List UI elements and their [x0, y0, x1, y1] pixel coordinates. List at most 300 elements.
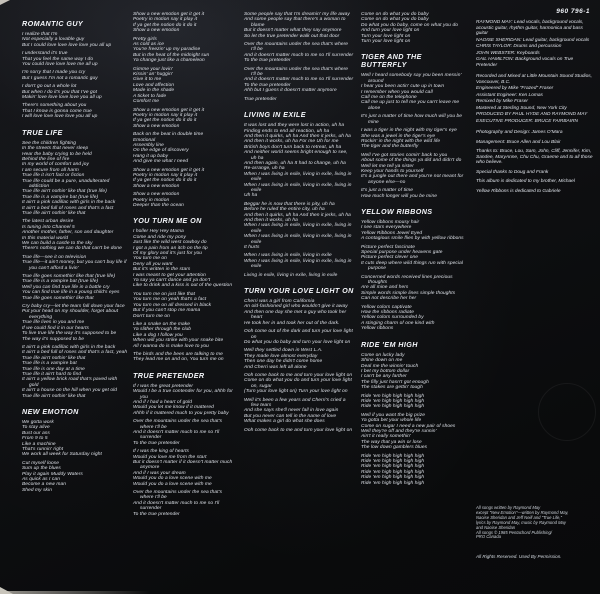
lyric-line: To live true life the way it's supposed to be	[22, 331, 117, 337]
lyric-line: (Turn your love light on) Turn your love light on	[244, 389, 348, 395]
lyric-line: If we could find it in our hearts	[22, 325, 90, 331]
credits-production	[476, 74, 593, 124]
lyric-line: To the true pretender	[244, 58, 291, 64]
lyric-line: A contagious smile flies by with yellow ribbons	[361, 236, 464, 242]
credit-paragraph: Remixed by Mike Fraser	[476, 99, 528, 104]
song-title: TIGER AND THE BUTTERFLY	[361, 52, 422, 70]
lyric-line: Before he ruled the entire city, uh ha	[244, 207, 325, 213]
lyric-line: If ya get the notion do it do it	[133, 22, 197, 28]
lyric-line: Some people say that I'm dreamin' my life away	[244, 12, 350, 17]
lyric-line: And then again, uh ha It had to change, uh ha	[244, 160, 346, 166]
lyric-line: True life ain't nothin' like that	[22, 210, 86, 216]
lyric-line: Like a dog I follow you	[133, 332, 183, 338]
song-title: YELLOW RIBBONS	[361, 206, 433, 216]
lyric-line: Turn your love light on	[361, 39, 411, 45]
lyric-line: I got a pain from an itch on the tip	[133, 245, 208, 251]
lyric-line: When I was living in exile, living in exile, living in exile	[244, 234, 352, 245]
lyric-line: True life goes somethin' like that	[22, 295, 94, 301]
lyric-line: You're freezin' up my paradise	[133, 47, 201, 53]
lyric-line: Turn your love light on	[361, 33, 411, 39]
lyric-line: If ya get the notion do it do it	[133, 118, 197, 124]
lyric-line: But it doesn't matter if it doesn't matter much anymore	[133, 460, 233, 471]
credit-paragraph: EXECUTIVE PRODUCER: BRUCE FAIRBAIRN	[476, 118, 578, 124]
lyric-line: Emotional	[133, 137, 156, 143]
lyric-line: Would you let me know if it mattered	[133, 405, 214, 411]
lyric-line: Yellow colors captivate	[361, 304, 412, 310]
lyric-line: Ya change just like a chameleon	[133, 58, 205, 64]
lyric-line: But I guess I'm not a romantic guy	[22, 75, 98, 81]
lyric-line: Over the mountains under the sea that's where I'll be	[244, 42, 349, 53]
lyric-line: Yellow colors surrounded by	[361, 315, 424, 321]
credits-musicians	[476, 20, 593, 68]
credit-paragraph: Assistant Engineer: Ken Lomas	[476, 92, 543, 98]
lyric-line: It ain't a house on the hill when you get old	[22, 388, 118, 394]
lyric-line: That you feel the same way I do	[22, 56, 94, 62]
lyric-line: Well if you want the big prize	[361, 412, 425, 418]
lyric-line: Re-arrange, uh ha	[244, 166, 285, 172]
lyric-line: When I was living in exile, living in exile, living in exile	[244, 171, 352, 183]
lyric-line: True life is a vampire bat (true life)	[22, 279, 99, 285]
lyric-line: And then it quirks, uh ha And then it jerks, uh ha	[244, 133, 351, 139]
lyric-line: Hear the baby crying to be held	[22, 151, 92, 157]
lyric-line: Put your head on my shoulder, forget about everything	[22, 309, 119, 320]
credit-paragraph: Management: Bruce Allen and Lou Blair	[476, 139, 561, 145]
lyric-line: We can build a castle to the sky	[22, 241, 93, 246]
lyric-line: Yellow ribbons	[361, 326, 394, 332]
lyric-line: It hurts	[244, 245, 260, 251]
publishing-line: lyrics by Raymond May, music by Raymond May	[476, 519, 566, 525]
lyric-line: Come and ride my pony	[133, 234, 187, 240]
lyric-line: Bust our ass	[22, 430, 50, 436]
lyric-line: It ain't a pink cadillac with girls in the back	[22, 344, 116, 350]
lyric-line: It's just a matter of time	[361, 188, 414, 194]
lyric-line: True life is a vampire bat (true life)	[22, 194, 99, 200]
lyric-line: I understand it's true	[22, 51, 68, 57]
lyric-line: Can not describe her her	[361, 296, 417, 302]
song-title: TRUE PRETENDER	[133, 370, 205, 380]
lyric-line: Beggar he is now that there is pity, uh ha	[244, 201, 335, 207]
lyric-line: But in the heat of the midnight sun	[133, 52, 210, 58]
song-title: TRUE LIFE	[22, 127, 63, 137]
lyric-line: Yellow ribbons mousy hair	[361, 219, 420, 225]
song-title: YOU TURN ME ON	[133, 216, 202, 226]
lyric-line: Finding ends to end all reaction, uh ha	[244, 128, 330, 134]
lyric-line: Gimme your lovin'	[133, 66, 173, 72]
lyric-line: Come on lucky lady	[361, 352, 405, 358]
song-title: TURN YOUR LOVE LIGHT ON	[244, 286, 354, 296]
lyric-line: Ooh come out of the dark and turn your love light on	[244, 329, 353, 340]
lyric-line: Cut myself loose	[22, 460, 60, 466]
lyric-line: As cold as ice	[133, 42, 164, 48]
lyric-line: Concerned words received lines precious thoughts	[361, 274, 453, 286]
lyric-line: Ya say ya can't dance and ya don't	[133, 278, 211, 284]
lyric-line: Well I heard somebody say you been messin' around	[361, 73, 462, 84]
lyric-line: Ooh come back to me and turn your love light on	[244, 427, 353, 433]
lyric-line: Poetry in motion say it play it	[133, 112, 198, 118]
lyric-line: I hear you been actin' cute up in town	[361, 84, 445, 90]
lyric-line: And if I had a heart of gold	[133, 399, 193, 405]
lyric-line: But when I do it's you that I've got	[22, 89, 98, 95]
credit-paragraph: PRODUCED BY PAUL HYDE AND RAYMOND MAY	[476, 112, 588, 117]
lyric-line: Ahh but I guess it doesn't matter anymore	[244, 88, 337, 94]
credit-paragraph: Yellow Ribbons is dedicated to Gabriele	[476, 188, 561, 194]
lyric-line: I see stars everywhere	[361, 225, 412, 231]
rights-notice: All Rights Reserved. Used By Permission.	[476, 554, 562, 559]
lyric-line: So let the true pretender walk out that door	[244, 33, 340, 39]
lyric-line: Show a new emotion	[133, 183, 180, 189]
lyric-line: Over the mountains under the sea that's where I'll be	[244, 66, 349, 78]
background-corner-top-left	[0, 0, 10, 5]
lyric-line: Keep your hands to yourself	[361, 168, 424, 174]
lyric-line: And it doesn't matter much to me so I'll surrender	[133, 430, 220, 441]
lyric-line: And if I was your dream	[133, 470, 186, 476]
publishing-line: except "New Emotion"—written by Raymond May,	[476, 509, 569, 515]
lyric-line: Ahhh if it mattered much to you pretty baby	[133, 410, 229, 416]
lyric-line: You turn me on all dressed in black	[133, 302, 212, 308]
lyric-line: True life it ain't hard to find	[22, 371, 82, 377]
lyric-line: Shine down on me	[361, 358, 403, 364]
lyric-line: If I was the king of hearts	[133, 449, 190, 455]
publishing-line: PRO Canada	[476, 534, 501, 540]
lyric-line: Call me on the telephone	[361, 95, 417, 101]
lyric-line: Well they're off and they're runnin'	[361, 428, 437, 434]
lyric-line: The filly just hasn't got enough	[361, 379, 429, 385]
publishing-line: All songs written by Raymond May	[476, 505, 541, 510]
lyric-line: True life is a vampire bat	[22, 361, 77, 367]
lyric-line: But it doesn't matter what they say anymore	[244, 28, 342, 34]
lyrics-column-3	[244, 12, 354, 433]
lyric-line: You turn me on just like that	[133, 291, 196, 297]
lyric-line: See the children fighting	[22, 140, 76, 146]
lyric-line: Don't turn me on	[133, 313, 170, 319]
lyric-line: When will you strike with your snake bite	[133, 338, 224, 344]
lyric-line: I was a tiger in the night with my tiger's eye	[361, 128, 457, 134]
lyric-line: Well let me tell ya sister	[361, 163, 414, 169]
lyric-line: If ya get the notion do it do it	[133, 178, 197, 184]
lyric-line: Another mother, father, son and daughter	[22, 230, 114, 236]
lyric-line: If I was the great pretender	[133, 383, 194, 389]
lyric-line: To the true pretender	[244, 82, 291, 88]
credit-paragraph: Special thanks to Doug and Frank	[476, 169, 549, 175]
publishing-line: All songs © 1985 Pentachord Publishing/	[476, 529, 552, 535]
lyric-line: You turn me on yeah that's a fact	[133, 297, 207, 303]
lyric-line: Well they settled down in West L.A.	[244, 348, 323, 354]
lyric-line: It ain't a bed full of roses and that's a fact	[22, 205, 114, 211]
lyric-line: Would you do a love scene with me	[133, 481, 212, 487]
lyric-line: And then it quirks, uh ha And then it jerks, uh ha	[244, 212, 351, 218]
lyric-line: True life ain't nothin' like that	[22, 393, 86, 399]
lyric-line: Of my glory and it's just for you	[133, 251, 202, 257]
lyric-line: Cherri was a girl from California	[244, 299, 315, 305]
lyric-line: To the true pretender	[133, 511, 180, 517]
credit-paragraph: NAOISE SHERIDAN: Lead guitar, background vocals	[476, 37, 590, 43]
lyric-line: True life—it ain't money, but you can't buy life if you can't afford a livin'	[22, 260, 127, 271]
lyric-line: On the edge of discovery	[133, 148, 189, 154]
lyric-line: Just like the wild west cowboy do	[133, 240, 207, 246]
credit-paragraph: Mastered at Sterling Sound, New York City	[476, 105, 567, 111]
lyric-line: Made in the shade	[133, 88, 175, 94]
lyric-line: The low down gamblers blues	[361, 445, 428, 451]
lyric-line: True pretender	[244, 96, 277, 102]
lyric-line: In this material world	[22, 235, 69, 241]
lyric-line: Then one day he didn't come home	[244, 359, 323, 365]
lyric-line: Ride 'em high high high high	[361, 459, 425, 464]
lyric-line: It ain't a bed full of roses and that's a fact, yeah	[22, 350, 128, 356]
lyric-line: Do what you do baby and turn your love light on	[244, 339, 351, 345]
lyric-line: And it doesn't matter much to me so I'll surrender	[244, 52, 354, 58]
lyric-line: But you never can tell in the name of love	[244, 413, 337, 419]
lyric-line: Ride 'em high high high high	[361, 453, 425, 459]
lyric-line: A ticket to fade	[133, 93, 167, 99]
lyric-line: I don't go out a whole lot	[22, 84, 77, 90]
catalog-number: 960 796-1	[556, 8, 590, 15]
lyric-line: I can't be any farther	[361, 374, 407, 380]
lyric-line: I remember when you would call	[361, 89, 433, 95]
lyric-line: Like a machine	[22, 441, 56, 447]
lyric-line: Love and affection	[133, 82, 175, 88]
credit-paragraph: RAYMOND MAY: Lead vocals, background vocals, acoustic guitar, rhythm guitar, harmonica and bass guitar	[476, 20, 584, 36]
lyric-line: In my world of comfort and joy	[22, 162, 89, 168]
lyric-line: The way it's supposed to be	[22, 336, 85, 342]
lyric-line: Deny all you want	[133, 261, 173, 267]
lyric-line: It cuts deep where wild things run with special purpose	[361, 260, 464, 272]
lyric-line: The latest urban desire	[22, 219, 74, 225]
lyrics-column-4	[361, 12, 468, 486]
lyric-line: Call me up just to tell me you can't leave me alone	[361, 100, 460, 111]
lyric-line: And Cherri was left all alone	[244, 364, 307, 370]
lyric-line: But I could love love love love you all up	[22, 42, 112, 48]
lyric-line: Do what you do baby, come on what you do	[361, 22, 458, 28]
lyric-line: It's a jungle out there and you're not meant for anyone else—no	[361, 174, 464, 185]
publishing-notice	[476, 506, 593, 540]
lyric-line: I was meant to get your attention	[133, 272, 206, 278]
credit-paragraph: GAIL HAMILTON: Background vocals on True Pretender	[476, 57, 574, 68]
lyric-line: Poetry in motion say it play it	[133, 172, 198, 178]
lyric-line: How much longer will you be mine	[361, 193, 437, 199]
lyric-line: They lead me on and on, You turn me on	[133, 357, 224, 363]
lyric-line: Show a new emotion get it get it	[133, 167, 205, 173]
lyric-line: He took her in and took her out of the dark.	[244, 320, 340, 326]
lyric-line: Rockin' in the night with the wild life	[361, 138, 441, 144]
lyrics-column-1	[22, 20, 128, 493]
lyric-line: The birds and the bees are talking to me	[133, 351, 223, 357]
lyric-line: It's just a matter of time how much will you be mine	[361, 114, 463, 125]
lyric-line: Over the mountains under the sea that's where I'll be	[133, 419, 223, 430]
lyric-line: True life ain't nothin' like that	[22, 355, 86, 361]
lyric-line: Ya slither through the club	[133, 327, 192, 333]
lyric-line: And some people say that there's a woman to blame	[244, 17, 346, 28]
lyric-line: A stinging charm of one kind with	[361, 320, 435, 326]
lyric-line: Show a new emotion	[133, 28, 180, 34]
lyric-line: Well you can find true life in a battle cry	[22, 284, 110, 290]
lyric-line: True life could be a pure, unadulterated addiction	[22, 178, 110, 189]
song-title: ROMANTIC GUY	[22, 19, 84, 28]
credit-paragraph: This album is dedicated to my brother, Michael	[476, 179, 575, 184]
lyric-line: Would I be a true contender for you, ahhh for you	[133, 389, 233, 400]
lyric-line: There's nothing we can do that can't be done	[22, 246, 122, 252]
lyric-line: I'm sorry that I made you cry	[22, 70, 86, 76]
lyric-line: Poetry in motion say it play it	[133, 17, 198, 23]
lyric-line: Give it to me	[133, 77, 162, 83]
lyric-line: She was a jewel in the tiger's eye	[361, 133, 436, 139]
lyric-line: From 9 to 5	[22, 436, 48, 442]
credit-paragraph: Photography and Design: James O'Mara	[476, 130, 563, 135]
lyric-line: Shed my skin	[22, 487, 52, 493]
lyric-line: Would you do a love scene with me	[133, 476, 212, 482]
lyric-line: You could love love love me all up	[22, 62, 98, 68]
lyric-line: Ya gotta bet your whole life	[361, 418, 422, 424]
lyric-line: Behind the line of fire	[22, 156, 70, 162]
lyric-line: They made love almost everyday	[244, 353, 318, 359]
lyric-line: But if you can't stop me mama	[133, 308, 201, 314]
lyric-line: Uh ha	[244, 193, 258, 199]
lyric-line: When I was living in exile, living in exile, living in exile	[244, 258, 352, 270]
lyric-line: Play it again Muddy Waters	[22, 471, 83, 477]
lyric-line: Sum up the blues	[22, 466, 61, 472]
lyric-line: And then one day she met a guy who took her heart	[244, 309, 347, 321]
credit-paragraph: JOHN WEBSTER: Keyboards	[476, 50, 540, 56]
lyric-line: Show a new emotion	[133, 123, 180, 129]
lyric-line: Special purpose under heavens gate	[361, 250, 443, 255]
lyric-line: Over the mountains under the sea that's where I'll be	[133, 490, 223, 501]
lyric-line: We gotta work	[22, 419, 54, 425]
lyric-line: Like to drink and a kiss is out of the question	[133, 283, 233, 289]
lyric-line: Simple words simple lines simple thoughts	[361, 290, 456, 296]
lyric-line: That I know is gonna come true	[22, 108, 92, 114]
lyric-line: Deal me the winnin' touch	[361, 363, 419, 369]
lyric-line: True life lives in you and me	[22, 320, 85, 326]
lyric-line: British boys don't turn back to retreat, uh ha	[244, 144, 342, 150]
lyric-line: About some of the things ya did and didn't do	[361, 158, 462, 164]
lyric-line: Ooh come back to me and turn your love light on	[244, 372, 353, 378]
lyric-line: The tiger and the butterfly	[361, 144, 419, 150]
lyric-line: Kissin' an' huggin'	[133, 72, 173, 78]
song-title: RIDE 'EM HIGH	[361, 339, 418, 349]
lyric-line: Ride 'em high high high high	[361, 398, 425, 404]
lyric-line: Picture perfect clever one	[361, 255, 418, 261]
lyric-line: Ain't it really somethin'	[361, 434, 411, 440]
lyric-line: Living in exile, living in exile, living in exile	[244, 272, 338, 278]
lyric-line: I bet my bottom dollar	[361, 368, 410, 374]
lyric-line: Ride 'em high high high high	[361, 464, 425, 470]
lyric-line: And neither world seems bright enough to see, uh ha	[244, 150, 348, 161]
lyric-line: And it doesn't matter much to me so I'll surrender	[244, 77, 354, 83]
credits-column	[476, 20, 593, 582]
lyric-line: True life ain't nothin' like that (true life)	[22, 189, 107, 195]
lyric-line: That's runnin' right	[22, 447, 64, 452]
lyric-line: Show a new emotion get it get it	[133, 107, 205, 113]
song-title: LIVING IN EXILE	[244, 110, 306, 120]
lyric-line: And turn your love light on	[361, 28, 420, 34]
lyric-line: How the ribbons radiate	[361, 310, 414, 316]
credit-paragraph: Thanks to: Bruce, Lou, Sam, John, Cliff, Jennifer, Kim, Sandee, MaryAnne, Chu Chu, Graeme and to all those who believe.	[476, 149, 593, 165]
lyric-line: Deeper than the ocean	[133, 203, 184, 208]
lyric-line: True life goes somethin' like that (true life)	[22, 274, 116, 280]
lyric-line: And it doesn't matter much to me so I'll surrender	[133, 500, 220, 512]
lyric-line: And then it works, uh ha For me Uh for me	[244, 139, 339, 145]
lyric-line: And then it works, uh ha	[244, 218, 298, 223]
lyric-line: Poetry in motion	[133, 197, 170, 203]
lyric-line: When I was living in exile, living in exile	[244, 253, 332, 259]
lyric-line: Yellow Ribbons Jewel Eyed	[361, 230, 423, 236]
lyric-line: There's something about you	[22, 103, 87, 109]
credit-paragraph: Engineered by Mike "Frazed" Fraser	[476, 86, 554, 91]
lyric-line: All I wanna do is make love to you	[133, 343, 209, 349]
lyric-line: Would you love me from the start	[133, 454, 207, 460]
lyric-line: I holler Hey Hey Mama	[133, 229, 184, 235]
lyric-line: Come on sugar I need a new pair of shoes	[361, 423, 456, 429]
lyrics-column-2	[133, 12, 237, 517]
lyric-line: You can find true life in a young child's eyes	[22, 290, 120, 296]
lyric-line: Comfort me	[133, 99, 160, 105]
publishing-line: and Naoise Sheridan	[476, 524, 516, 530]
lyric-line: Like a snake on the make	[133, 321, 191, 327]
lyric-line: To stay alive	[22, 425, 50, 431]
lyric-line: In the streets that never sleep	[22, 146, 89, 152]
lyric-line: Come on do what you do baby	[361, 12, 429, 17]
lyric-line: Back on the beat in double time	[133, 132, 204, 138]
lyric-line: Well I've got stories comin' back to you	[361, 152, 448, 158]
lyric-line: What makes a girl do what she does	[244, 419, 325, 425]
lyric-line: Is tuning into Channel 5	[22, 224, 75, 230]
lyric-line: As quick as I can	[22, 477, 60, 483]
song-title: NEW EMOTION	[22, 406, 79, 416]
lyric-line: And give me what I need	[133, 159, 189, 165]
lyric-line: Are all mine and hers	[361, 285, 409, 291]
lyric-line: Come on do what you do baby	[361, 17, 429, 23]
lyric-line: You turn me on	[133, 256, 167, 262]
lyric-line: Ride 'em high high high high	[361, 480, 425, 486]
lyric-line: It ain't a pink cadillac with girls in the back	[22, 200, 116, 206]
lyric-line: True life—see it on television	[22, 254, 87, 260]
credit-paragraph: Recorded and Mixed at Little Mountain Sound Studios, Vancouver, B.C.	[476, 74, 592, 85]
lyric-line: Assembly line	[133, 142, 164, 148]
lyric-line: Cry baby cry—let the tears fall down your face	[22, 304, 125, 310]
lyric-line: Show a new emotion get it get it	[133, 12, 205, 17]
lyric-line: Become a new man	[22, 482, 66, 488]
credits-design-management	[476, 130, 593, 194]
lyric-line: When I was living in exile, living in exile, living in exile	[244, 223, 352, 234]
lyric-line: I realize that I'm	[22, 32, 58, 37]
lyric-line: Hang it up baby	[133, 153, 169, 159]
lyric-line: Not especially a lovable guy	[22, 37, 85, 43]
lyric-line: It was lost and they were lost in action, uh ha	[244, 123, 345, 129]
publishing-line: Naoise Sheridan and Jeff Neill and "True Life,"	[476, 514, 562, 520]
lyric-line: Well it's been a few years and Cherri's cried a few tears	[244, 397, 346, 408]
credit-paragraph: CHRIS TAYLOR: Drums and percussion	[476, 44, 562, 49]
lyric-line: An old-fashioned girl who wouldn't give it away	[244, 304, 348, 310]
lyric-line: Ride 'em high high high high	[361, 469, 425, 475]
lyric-line: The way that ya win or lose	[361, 439, 422, 445]
lyric-line: When I was living in exile, living in exile, living in exile	[244, 182, 352, 193]
lyric-line: Ride 'em high high high high	[361, 393, 425, 399]
lyric-line: But it's written in the stars	[133, 267, 191, 273]
lyric-line: Ride 'em high high high high	[361, 475, 425, 481]
lyric-line: It ain't a yellow brick road that's paved with gold	[22, 377, 118, 388]
lyric-line: Ride 'em high high high high	[361, 404, 425, 410]
lyric-line: Makin' love love love love you all up	[22, 95, 102, 101]
lyric-line: Pretty girls	[133, 36, 157, 42]
lyric-line: Picture perfect fascinate	[361, 244, 415, 250]
lyric-line: True life is one day at a time	[22, 366, 85, 372]
lyric-line: To the true pretender	[133, 440, 180, 446]
lyric-line: I am secure from all harm	[22, 167, 79, 173]
lyric-line: And she says she'll never fall in love again	[244, 408, 339, 414]
lyric-line: Come on do what you do and turn your love light on, sugar	[244, 378, 352, 389]
lyric-line: Show a new emotion	[133, 192, 180, 198]
lyric-line: We work all week for Saturday night	[22, 452, 102, 458]
lyric-line: The stakes are gettin' tough	[361, 385, 423, 391]
